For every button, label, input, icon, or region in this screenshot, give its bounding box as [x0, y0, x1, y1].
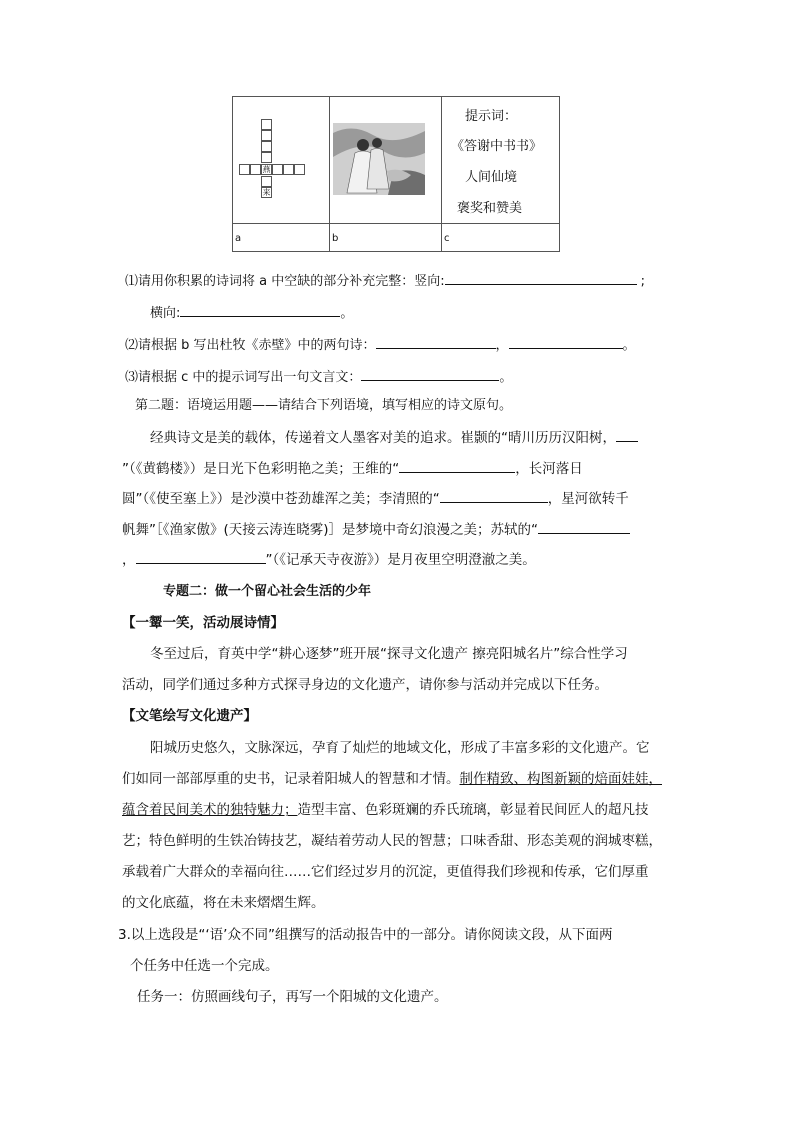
section-2-line: 的文化底蕴，将在未来熠熠生辉。 — [122, 895, 325, 911]
punct: 。 — [622, 338, 636, 353]
hint-item: 《答谢中书书》 — [451, 139, 543, 154]
punct: 。 — [499, 370, 513, 385]
crossword-cell — [250, 164, 261, 175]
cell-label-c: c — [444, 233, 450, 244]
crossword-cell — [283, 164, 294, 175]
question-table — [232, 96, 560, 252]
question-text: ⑶请根据 c 中的提示词写出一句文言文： — [125, 370, 362, 385]
answer-blank[interactable] — [445, 270, 637, 285]
question-1-line1 — [125, 270, 645, 292]
section-2-line: 阳城历史悠久，文脉深远，孕育了灿烂的地域文化，形成了丰富多彩的文化遗产。它 — [150, 740, 650, 756]
hint-item: 人间仙境 — [465, 170, 518, 185]
paragraph-text: ”（《黄鹤楼》）是日光下色彩明艳之美；王维的“ — [122, 461, 400, 477]
crossword-cell: 燕 — [262, 165, 271, 174]
answer-blank[interactable] — [361, 366, 499, 381]
poem-paragraph-line — [122, 488, 629, 509]
illustration-image — [333, 123, 425, 195]
crossword-cell — [261, 141, 272, 152]
table-divider — [441, 97, 442, 251]
crossword-cell — [294, 164, 305, 175]
paragraph-text: ，长河落日 — [515, 461, 583, 477]
punct: 。 — [340, 306, 354, 321]
answer-blank[interactable] — [616, 427, 638, 442]
cell-label-a: a — [235, 233, 242, 244]
hint-item: 褒奖和赞美 — [457, 201, 523, 216]
table-divider — [233, 223, 559, 224]
question-3-line: 3.以上选段是“‘语’众不同”组撰写的活动报告中的一部分。请你阅读文段，从下面两 — [118, 927, 613, 943]
crossword-cell — [239, 164, 250, 175]
section-1-line: 活动，同学们通过多种方式探寻身边的文化遗产，请你参与活动并完成以下任务。 — [122, 677, 608, 693]
question-3 — [125, 366, 512, 388]
crossword-cell — [261, 130, 272, 141]
question-3-line: 个任务中任选一个完成。 — [130, 958, 279, 974]
question-text: ⑴请用你积累的诗词将 a 中空缺的部分补充完整：竖向: — [125, 274, 445, 289]
section-2-line — [122, 800, 649, 820]
section-2-line: 艺；特色鲜明的生铁冶铸技艺，凝结着劳动人民的智慧；口味香甜、形态美观的润城枣糕， — [122, 833, 662, 849]
paragraph-text: ”（《记承天寺夜游》）是月夜里空明澄澈之美。 — [265, 552, 536, 568]
answer-blank[interactable] — [440, 488, 548, 503]
paragraph-text: 造型丰富、色彩斑斓的乔氏琉璃，彰显着民间匠人的超凡技 — [297, 802, 649, 818]
underlined-sentence: 制作精致、构图新颖的焙面娃娃， — [459, 771, 662, 787]
underlined-sentence: 蕴含着民间美术的独特魅力； — [122, 802, 298, 818]
poem-paragraph-line — [122, 458, 583, 479]
answer-blank[interactable] — [376, 334, 496, 349]
table-divider — [329, 97, 330, 251]
answer-blank[interactable] — [399, 458, 515, 473]
question-1-line2 — [150, 302, 353, 324]
poem-paragraph-line — [122, 549, 536, 570]
section-1-title: 【一颦一笑，活动展诗情】 — [122, 615, 284, 631]
paragraph-text: 们如同一部部厚重的史书，记录着阳城人的智慧和才情。 — [122, 771, 460, 787]
paragraph-text: 帆舞”［《渔家傲》(天接云涛连晓雾)］是梦境中奇幻浪漫之美；苏轼的“ — [122, 522, 539, 538]
question-text: ⑵请根据 b 写出杜牧《赤壁》中的两句诗： — [125, 338, 376, 353]
hint-title: 提示词： — [465, 109, 518, 124]
cell-label-b: b — [332, 233, 339, 244]
topic-2-title: 专题二：做一个留心社会生活的少年 — [163, 584, 372, 599]
paragraph-text: 圆”（《使至塞上》）是沙漠中苍劲雄浑之美；李清照的“ — [122, 491, 440, 507]
question-2 — [125, 334, 636, 356]
crossword-cell: 来 — [262, 188, 271, 197]
crossword-cell — [261, 152, 272, 163]
punct: ; — [640, 274, 646, 289]
answer-blank[interactable] — [136, 549, 266, 564]
crossword-cell — [261, 119, 272, 130]
answer-blank[interactable] — [180, 302, 340, 317]
paragraph-text: ，星河欲转千 — [547, 491, 629, 507]
section-1-line: 冬至过后，育英中学“耕心逐梦”班开展“探寻文化遗产 擦亮阳城名片”综合性学习 — [150, 646, 628, 662]
section-2-line — [122, 769, 662, 789]
crossword-cell — [272, 164, 283, 175]
question-text: 横向: — [150, 306, 181, 321]
section-2-title: 【文笔绘写文化遗产】 — [122, 708, 257, 724]
second-question-title: 第二题：语境运用题——请结合下列语境，填写相应的诗文原句。 — [135, 398, 513, 413]
crossword-cell — [261, 176, 272, 187]
task-1: 任务一：仿照画线句子，再写一个阳城的文化遗产。 — [137, 989, 448, 1005]
poem-paragraph-line — [122, 519, 630, 540]
section-2-line: 承载着广大群众的幸福向往……它们经过岁月的沉淀，更值得我们珍视和传承，它们厚重 — [122, 864, 649, 880]
paragraph-text: ， — [122, 552, 136, 568]
answer-blank[interactable] — [509, 334, 623, 349]
paragraph-text: 经典诗文是美的载体，传递着文人墨客对美的追求。崔颢的“晴川历历汉阳树， — [150, 430, 616, 446]
answer-blank[interactable] — [538, 519, 630, 534]
punct: ， — [495, 338, 509, 353]
poem-paragraph-line — [150, 427, 638, 448]
